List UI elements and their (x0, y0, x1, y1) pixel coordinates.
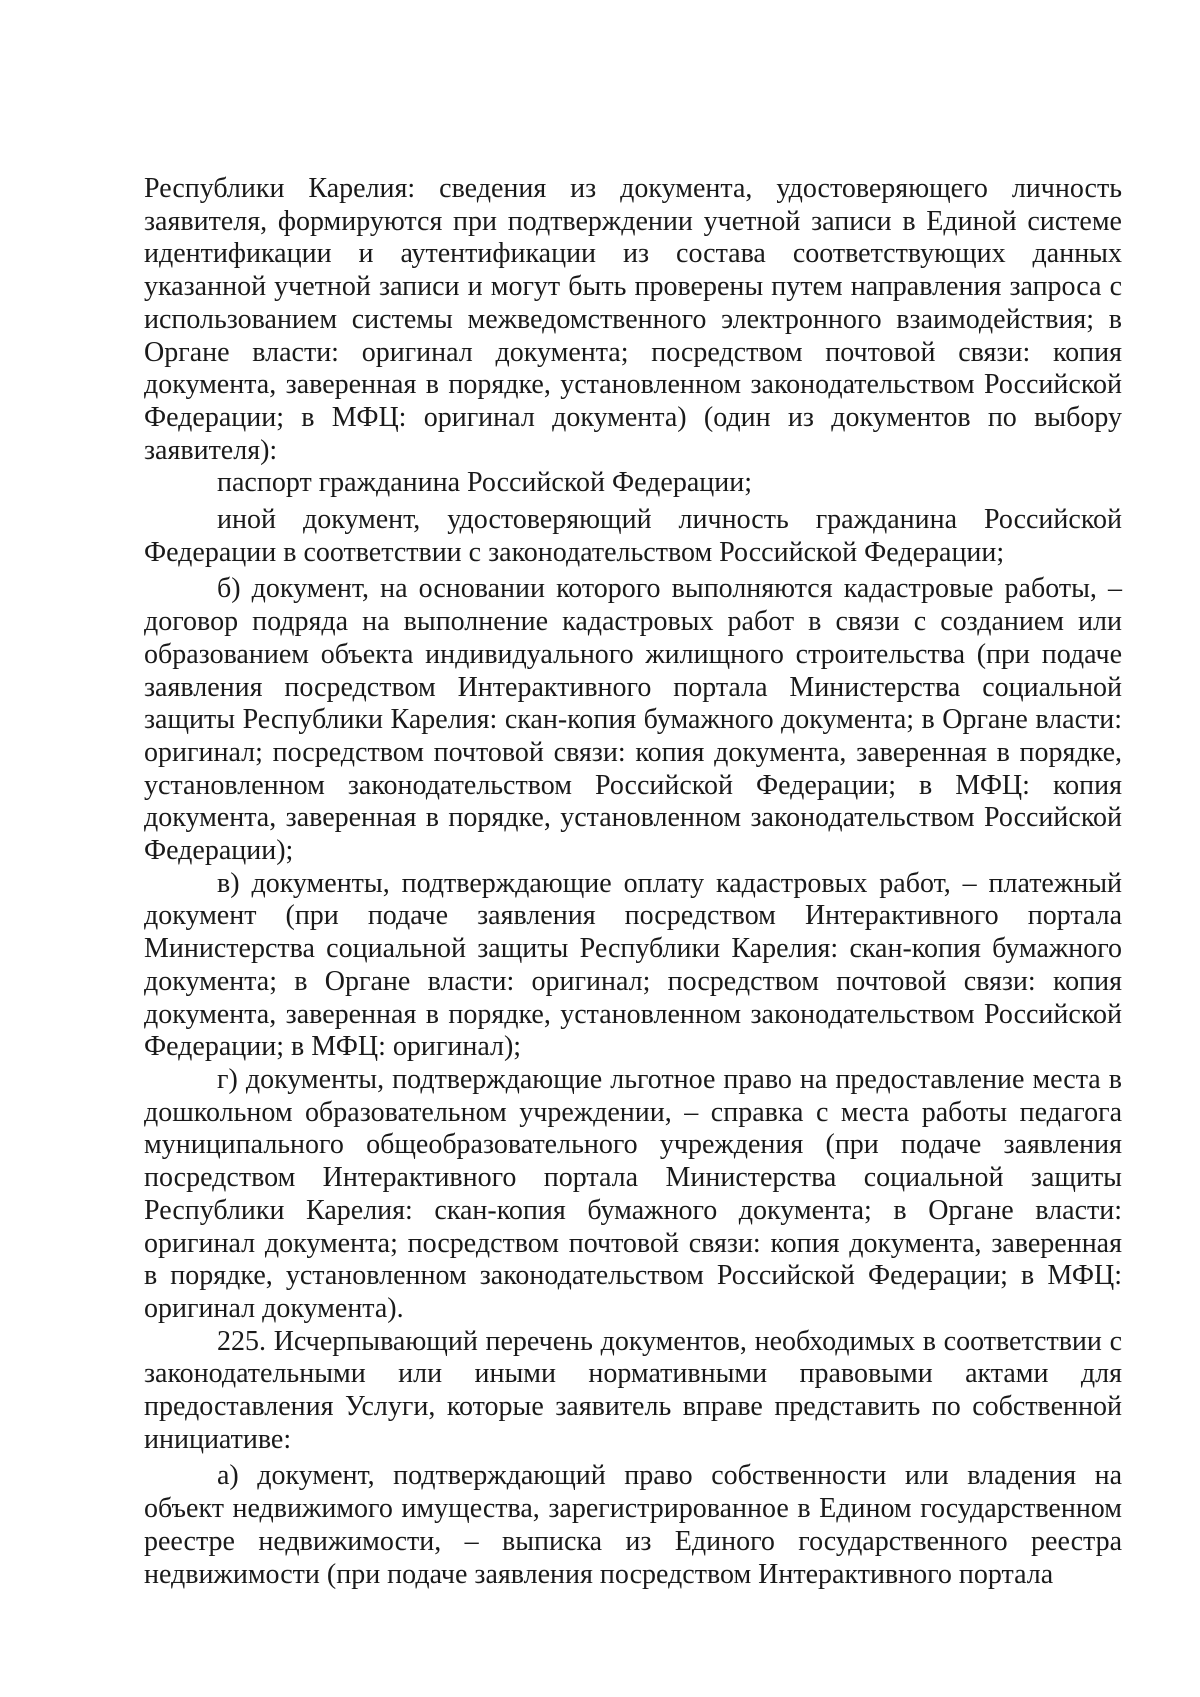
paragraph-continuation: Республики Карелия: сведения из документа, удостоверяющего личность заявителя, формируются при подтверждении учетной записи в Единой системе идентификации и аутентификации из состава соответствующих данных указанной учетной записи и могут быть проверены путем направления запроса с использованием системы межведомственного электронного взаимодействия; в Органе власти: оригинал документа; посредством почтовой связи: копия документа, заверенная в порядке, установленном законодательством Российской Федерации; в МФЦ: оригинал документа) (один из документов по выбору заявителя): (144, 173, 1122, 466)
paragraph-item-a: а) документ, подтверждающий право собственности или владения на объект недвижимого имущества, зарегистрированное в Едином государственном реестре недвижимости, – выписка из Единого государственного реестра недвижимости (при подаче заявления посредством Интерактивного портала (144, 1460, 1122, 1590)
document-page (144, 173, 1122, 1591)
paragraph-item-b: б) документ, на основании которого выполняются кадастровые работы, – договор подряда на выполнение кадастровых работ в связи с созданием или образованием объекта индивидуального жилищного строительства (при подаче заявления посредством Интерактивного портала Министерства социальной защиты Республики Карелия: скан-копия бумажного документа; в Органе власти: оригинал; посредством почтовой связи: копия документа, заверенная в порядке, установленном законодательством Российской Федерации; в МФЦ: копия документа, заверенная в порядке, установленном законодательством Российской Федерации); (144, 573, 1122, 867)
paragraph-item-g: г) документы, подтверждающие льготное право на предоставление места в дошкольном образовательном учреждении, – справка с места работы педагога муниципального общеобразовательного учреждения (при подаче заявления посредством Интерактивного портала Министерства социальной защиты Республики Карелия: скан-копия бумажного документа; в Органе власти: оригинал документа; посредством почтовой связи: копия документа, заверенная в порядке, установленном законодательством Российской Федерации; в МФЦ: оригинал документа). (144, 1063, 1122, 1324)
paragraph-section-225: 225. Исчерпывающий перечень документов, необходимых в соответствии с законодательными или иными нормативными правовыми актами для предоставления Услуги, которые заявитель вправе представить по собственной инициативе: (144, 1325, 1122, 1455)
paragraph-passport: паспорт гражданина Российской Федерации; (217, 467, 753, 499)
paragraph-item-v: в) документы, подтверждающие оплату кадастровых работ, – платежный документ (при подаче заявления посредством Интерактивного портала Министерства социальной защиты Республики Карелия: скан-копия бумажного документа; в Органе власти: оригинал; посредством почтовой связи: копия документа, заверенная в порядке, установленном законодательством Российской Федерации; в МФЦ: оригинал); (144, 867, 1122, 1063)
paragraph-other-id-document: иной документ, удостоверяющий личность гражданина Российской Федерации в соответствии с законодательством Российской Федерации; (144, 504, 1122, 568)
